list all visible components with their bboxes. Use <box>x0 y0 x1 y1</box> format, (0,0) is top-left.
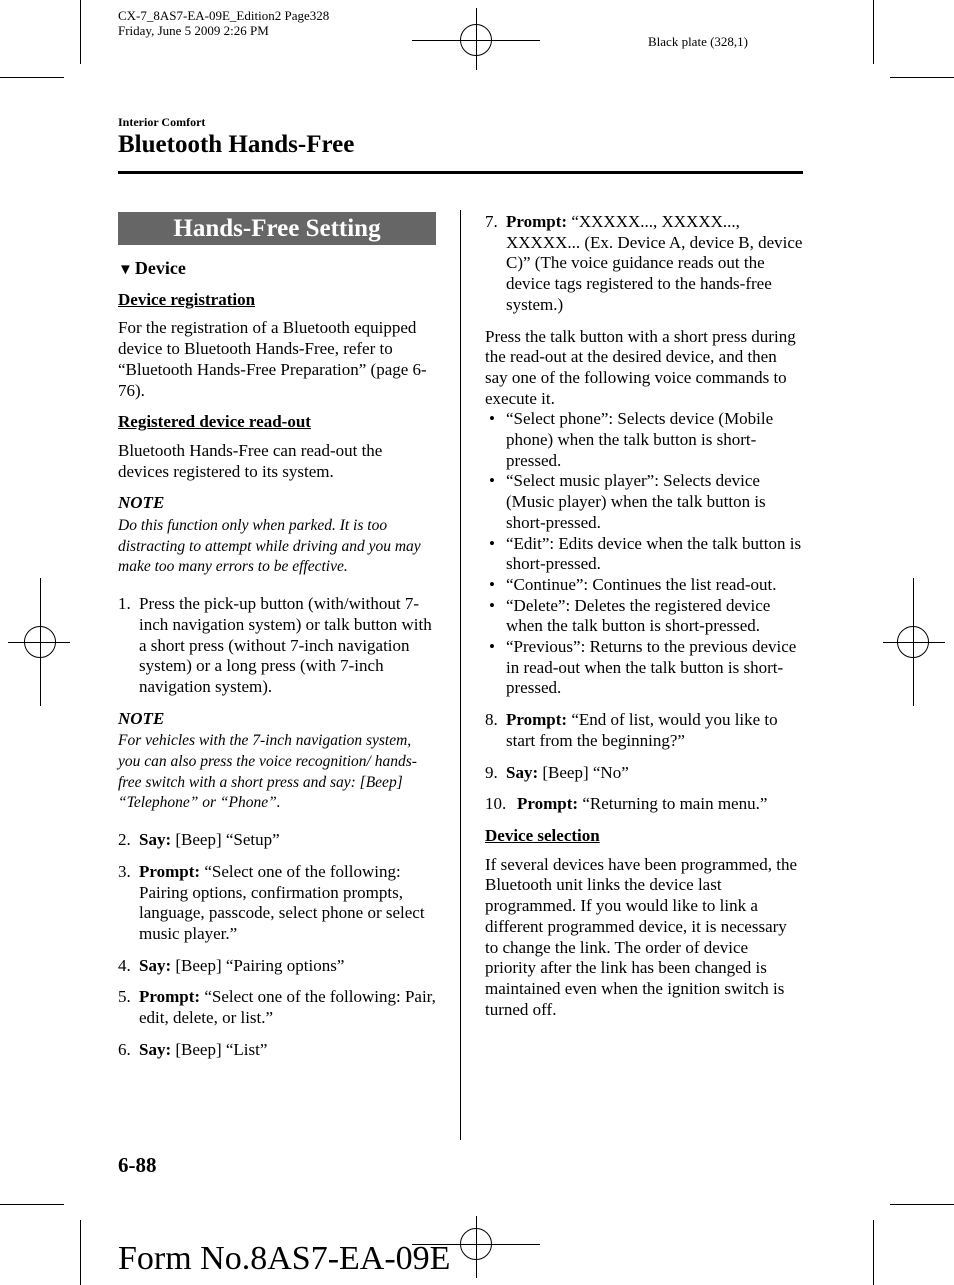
list-item: • “Previous”: Returns to the previous device in read-out when the talk button is short-pressed. <box>485 637 803 699</box>
step-number: 7. <box>485 212 498 231</box>
slug-line-2: Friday, June 5 2009 2:26 PM <box>118 23 269 38</box>
bullet-icon: • <box>489 595 495 615</box>
selection-text: If several devices have been programmed, the Bluetooth unit links the device last programmed. If you would like to link a different programmed device, it is necessary to change the link. The order of device priority after the link has been changed is maintained even when the ignition switch is turned off. <box>485 854 797 1019</box>
device-heading <box>118 258 436 281</box>
left-column <box>118 212 436 1072</box>
step-4 <box>118 956 436 977</box>
device-heading-text: Device <box>134 258 186 278</box>
note-text: For vehicles with the 7-inch navigation system, you can also press the voice recognition/ hands-free switch with a short press and say: [Beep] “Telephone” or “Phone”. <box>118 732 417 812</box>
step-label: Say: <box>506 762 539 782</box>
step-text: [Beep] “Setup” <box>171 830 280 850</box>
step-number: 4. <box>118 955 131 975</box>
plate-label: Black plate (328,1) <box>648 34 748 49</box>
chapter-title: Bluetooth Hands-Free <box>118 131 355 158</box>
list-item: • “Delete”: Deletes the registered device when the talk button is short-pressed. <box>485 596 803 637</box>
triangle-down-icon: ▼ <box>118 262 133 278</box>
talk-button-text: Press the talk button with a short press during the read-out at the desired device, and then say one of the following voice commands to execute it. <box>485 326 796 408</box>
step-text: Press the pick-up button (with/without 7-inch navigation system) or talk button with a short press (without 7-inch navigation system) or a long press (with 7-inch navigation system). <box>139 594 432 696</box>
bullet-icon: • <box>489 574 495 594</box>
step-label: Say: <box>139 955 172 975</box>
step-text: [Beep] “List” <box>171 1039 268 1059</box>
step-label: Say: <box>139 830 172 850</box>
step-8 <box>485 710 803 751</box>
step-label: Say: <box>139 1039 172 1059</box>
step-7 <box>485 212 803 316</box>
slug-line-1: CX-7_8AS7-EA-09E_Edition2 Page328 <box>118 8 330 23</box>
page-number: 6-88 <box>118 1153 157 1177</box>
step-text: “End of list, would you like to start from the beginning?” <box>506 710 778 750</box>
step-text: “XXXXX..., XXXXX..., XXXXX... (Ex. Device A, device B, device C)” (The voice guidance reads out the device tags registered to the hands-free system.) <box>506 212 803 314</box>
list-item: • “Select music player”: Selects device (Music player) when the talk button is short-pressed. <box>485 471 803 533</box>
print-slug <box>118 8 329 38</box>
step-number: 1. <box>118 594 131 614</box>
step-number: 5. <box>118 987 131 1007</box>
step-label: Prompt: <box>506 212 568 231</box>
selection-heading: Device selection <box>485 825 600 845</box>
registration-heading: Device registration <box>118 289 256 309</box>
right-column <box>485 212 803 1031</box>
list-item: • “Edit”: Edits device when the talk button is short-pressed. <box>485 534 803 575</box>
step-number: 8. <box>485 710 498 730</box>
bullet-icon: • <box>489 409 495 429</box>
step-number: 10. <box>485 794 507 814</box>
step-6 <box>118 1040 436 1061</box>
step-9 <box>485 763 803 784</box>
readout-text: Bluetooth Hands-Free can read-out the devices registered to its system. <box>118 440 383 481</box>
registration-text: For the registration of a Bluetooth equipped device to Bluetooth Hands-Free, refer to “Bluetooth Hands-Free Preparation” (page 6-76). <box>118 318 427 400</box>
step-text: [Beep] “Pairing options” <box>171 955 345 975</box>
readout-heading: Registered device read-out <box>118 412 311 432</box>
step-1 <box>118 594 436 698</box>
bullet-icon: • <box>489 471 495 491</box>
column-divider <box>460 210 461 1140</box>
step-number: 6. <box>118 1039 131 1059</box>
step-10 <box>485 794 803 815</box>
section-banner: Hands-Free Setting <box>118 212 436 245</box>
note-label: NOTE <box>118 493 165 513</box>
step-label: Prompt: <box>139 987 201 1007</box>
note-text: Do this function only when parked. It is too distracting to attempt while driving and you may make too many errors to be effective. <box>118 517 421 576</box>
step-2 <box>118 830 436 851</box>
step-number: 2. <box>118 830 131 850</box>
form-number: Form No.8AS7-EA-09E <box>118 1240 451 1277</box>
section-label: Interior Comfort <box>118 115 206 129</box>
bullet-icon: • <box>489 533 495 553</box>
step-text: [Beep] “No” <box>538 762 629 782</box>
step-text: “Select one of the following: Pair, edit, delete, or list.” <box>139 987 436 1028</box>
step-label: Prompt: <box>517 794 579 814</box>
step-label: Prompt: <box>139 861 201 881</box>
step-label: Prompt: <box>506 710 568 730</box>
step-text: “Select one of the following: Pairing options, confirmation prompts, language, passcode, select phone or select music player.” <box>139 861 425 943</box>
header-rule <box>118 171 803 174</box>
step-number: 3. <box>118 861 131 881</box>
list-item: • “Select phone”: Selects device (Mobile phone) when the talk button is short-pressed. <box>485 409 803 471</box>
step-text: “Returning to main menu.” <box>578 794 768 814</box>
step-3 <box>118 862 436 945</box>
step-5 <box>118 987 436 1028</box>
step-number: 9. <box>485 762 498 782</box>
bullet-icon: • <box>489 637 495 657</box>
voice-command-list <box>485 409 803 699</box>
note-label: NOTE <box>118 708 165 728</box>
list-item: • “Continue”: Continues the list read-out. <box>485 575 803 596</box>
